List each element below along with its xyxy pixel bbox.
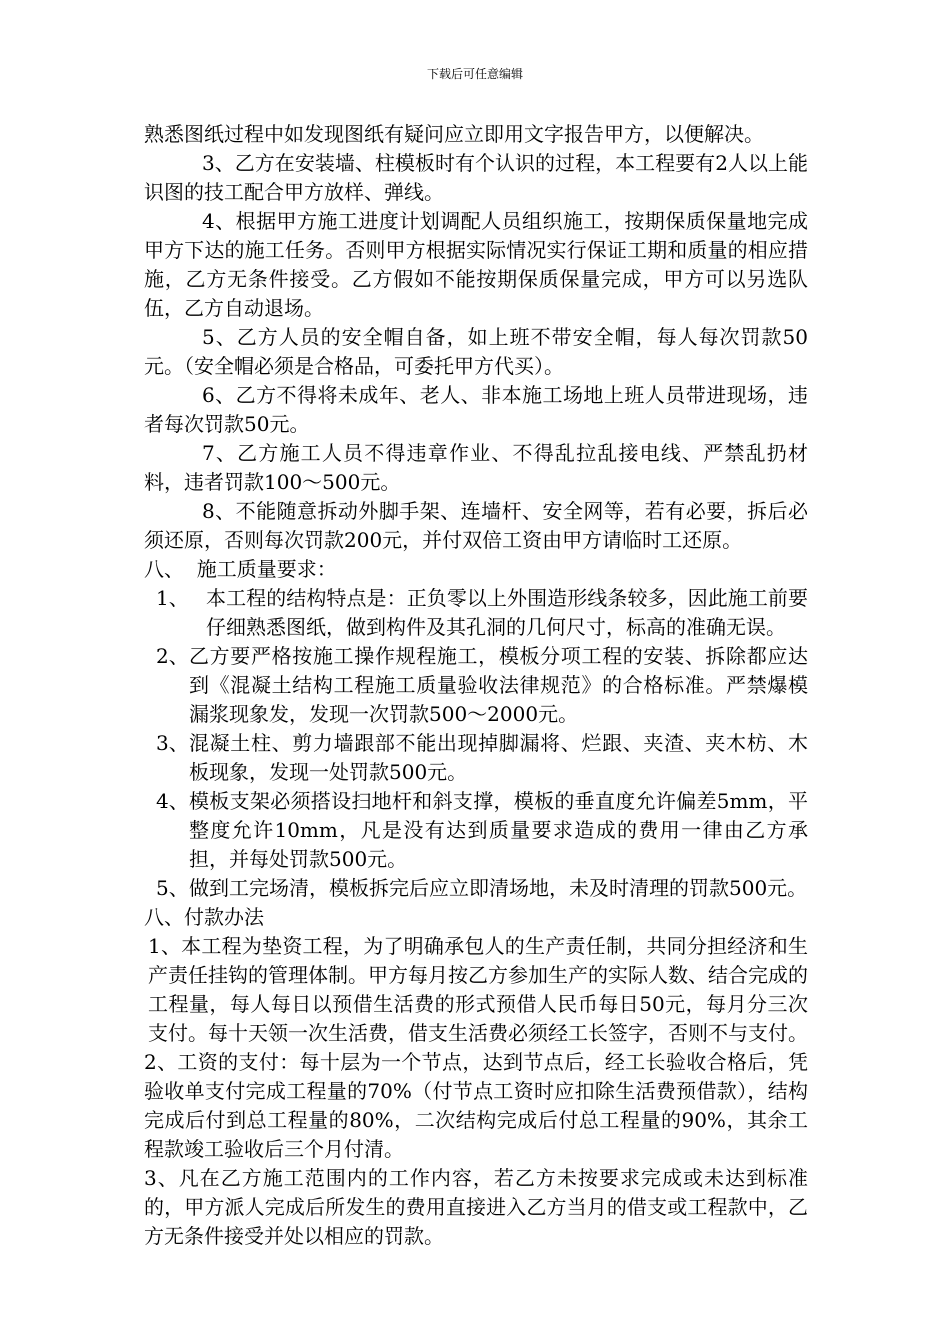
quality-item-number: 1、	[156, 586, 189, 610]
document-body	[144, 120, 808, 1251]
quality-item-number: 2、	[156, 644, 189, 668]
clause-4: 4、根据甲方施工进度计划调配人员组织施工，按期保质保量地完成甲方下达的施工任务。否则甲方根据实际情况实行保证工期和质量的相应措施，乙方无条件接受。乙方假如不能按期保质保量完成，甲方可以另选队伍，乙方自动退场。	[144, 209, 808, 320]
quality-item-5	[144, 874, 808, 903]
clause-3: 3、乙方在安装墙、柱模板时有个认识的过程，本工程要有2人以上能识图的技工配合甲方放样、弹线。	[144, 151, 808, 204]
quality-item-text: 混凝土柱、剪力墙跟部不能出现掉脚漏将、烂跟、夹渣、夹木枋、木板现象，发现一处罚款500元。	[189, 731, 808, 784]
clause-5: 5、乙方人员的安全帽自备，如上班不带安全帽，每人每次罚款50元。（安全帽必须是合格品，可委托甲方代买）。	[144, 325, 808, 378]
quality-item-text: 模板支架必须搭设扫地杆和斜支撑，模板的垂直度允许偏差5mm，平整度允许10mm，凡是没有达到质量要求造成的费用一律由乙方承担，并每处罚款500元。	[189, 789, 808, 871]
page-header: 下载后可任意编辑	[426, 67, 523, 81]
quality-item-number: 5、	[156, 876, 189, 900]
quality-item-1	[144, 584, 808, 642]
quality-item-text: 乙方要严格按施工操作规程施工，模板分项工程的安装、拆除都应达到《混凝土结构工程施工质量验收法律规范》的合格标准。严禁爆模漏浆现象发，发现一次罚款500～2000元。	[189, 644, 808, 726]
quality-item-text: 做到工完场清，模板拆完后应立即清场地，未及时清理的罚款500元。	[189, 876, 808, 900]
quality-item-3	[144, 729, 808, 787]
quality-item-text: 本工程的结构特点是：正负零以上外围造形线条较多，因此施工前要仔细熟悉图纸，做到构件及其孔洞的几何尺寸，标高的准确无误。	[206, 586, 808, 639]
payment-heading: 八、付款办法	[144, 905, 264, 929]
quality-item-4	[144, 787, 808, 874]
paragraph-continued: 熟悉图纸过程中如发现图纸有疑问应立即用文字报告甲方，以便解决。	[144, 122, 764, 146]
payment-clause-2: 2、工资的支付：每十层为一个节点，达到节点后，经工长验收合格后，凭验收单支付完成工程量的70%（付节点工资时应扣除生活费预借款），结构完成后付到总工程量的80%，二次结构完成后付总工程量的90%，其余工程款竣工验收后三个月付清。	[144, 1050, 808, 1161]
quality-heading: 八、 施工质量要求：	[144, 557, 337, 581]
clause-6: 6、乙方不得将未成年、老人、非本施工场地上班人员带进现场，违者每次罚款50元。	[144, 383, 808, 436]
quality-item-number: 4、	[156, 789, 189, 813]
clause-7: 7、乙方施工人员不得违章作业、不得乱拉乱接电线、严禁乱扔材料，违者罚款100～500元。	[144, 441, 808, 494]
clause-8: 8、不能随意拆动外脚手架、连墙杆、安全网等，若有必要，拆后必须还原，否则每次罚款200元，并付双倍工资由甲方请临时工还原。	[144, 499, 808, 552]
payment-clause-1: 1、本工程为垫资工程，为了明确承包人的生产责任制，共同分担经济和生产责任挂钩的管理体制。甲方每月按乙方参加生产的实际人数、结合完成的工程量，每人每日以预借生活费的形式预借人民币每日50元，每月分三次支付。每十天领一次生活费，借支生活费必须经工长签字，否则不与支付。	[148, 934, 808, 1045]
quality-item-2	[144, 642, 808, 729]
quality-item-number: 3、	[156, 731, 189, 755]
payment-clause-3: 3、凡在乙方施工范围内的工作内容，若乙方未按要求完成或未达到标准的，甲方派人完成后所发生的费用直接进入乙方当月的借支或工程款中，乙方无条件接受并处以相应的罚款。	[144, 1166, 808, 1248]
